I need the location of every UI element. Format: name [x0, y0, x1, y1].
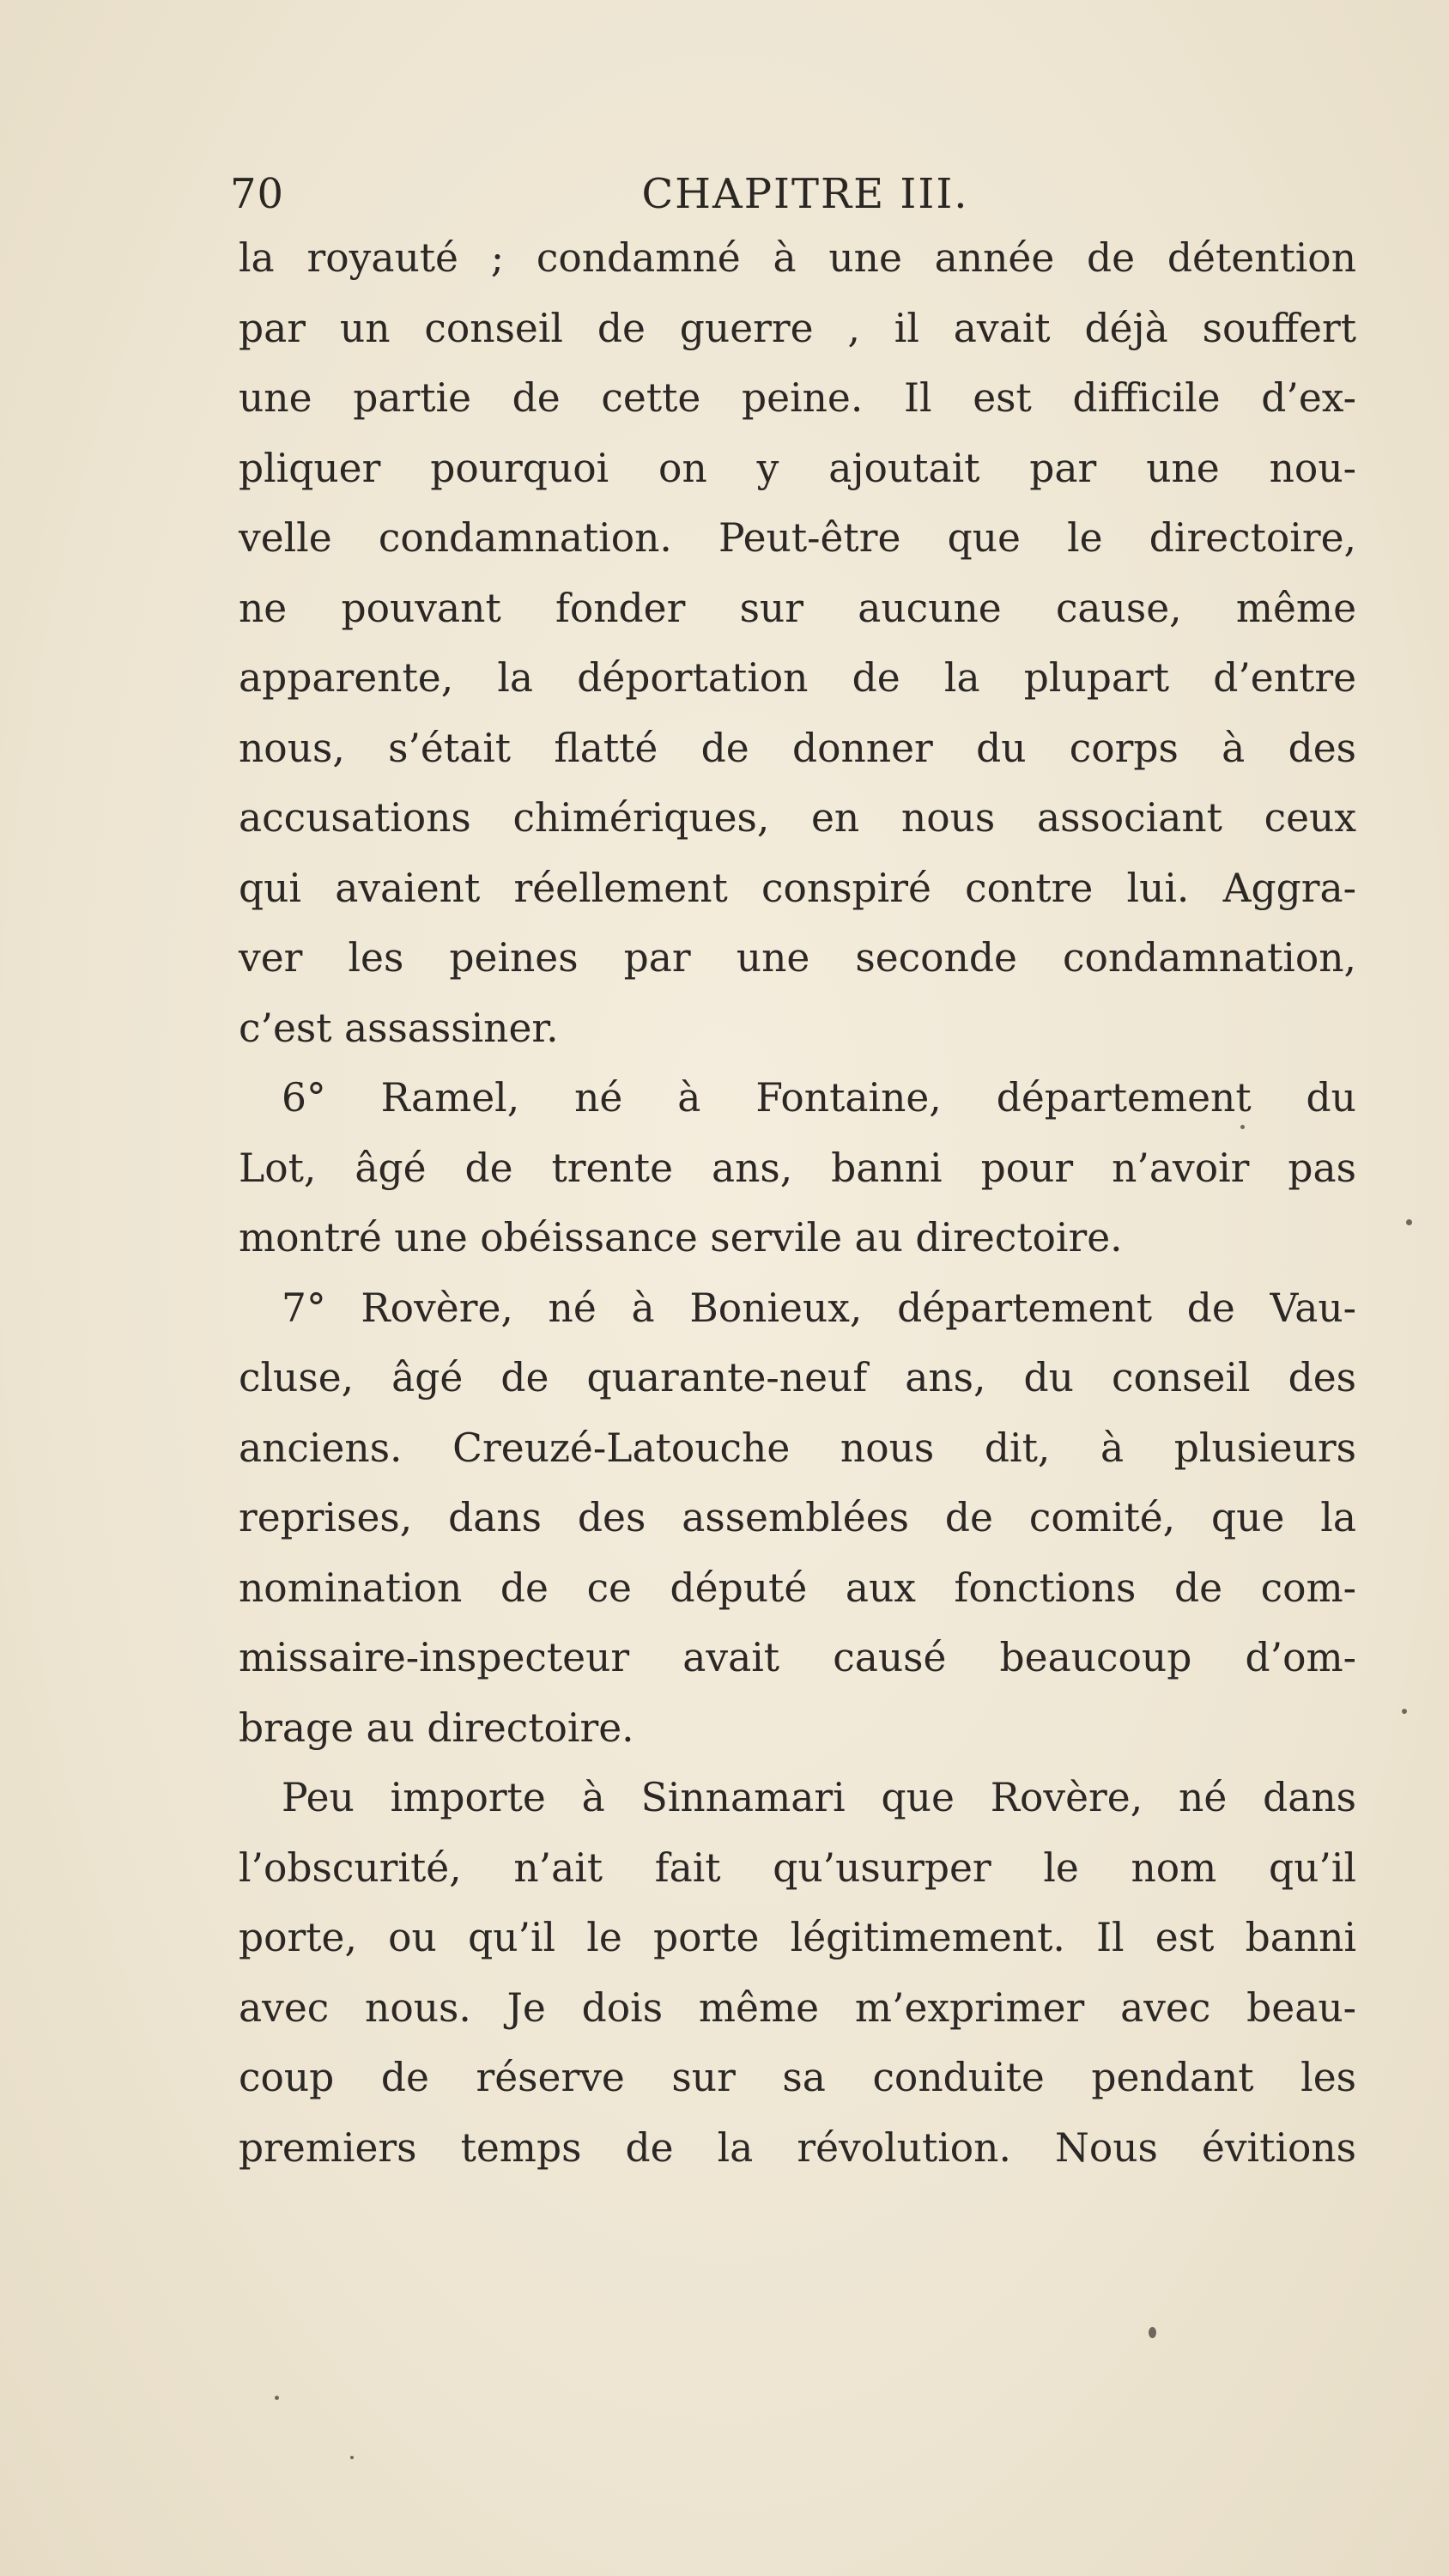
- text-line: pliquer pourquoi on y ajoutait par une nou-: [239, 445, 1356, 491]
- text-line: Lot, âgé de trente ans, banni pour n’avoir pas: [239, 1145, 1356, 1191]
- text-line: coup de réserve sur sa conduite pendant les: [239, 2055, 1356, 2100]
- paper-speck: [1240, 1125, 1245, 1129]
- text-line: porte, ou qu’il le porte légitimement. Il est banni: [239, 1915, 1356, 1960]
- paper-speck: [1149, 2327, 1156, 2338]
- page-number: 70: [230, 170, 285, 218]
- text-line: nous, s’était flatté de donner du corps à des: [239, 725, 1356, 771]
- text-line: une partie de cette peine. Il est difficile d’ex-: [239, 375, 1356, 421]
- text-line: qui avaient réellement conspiré contre lui. Aggra-: [239, 865, 1356, 911]
- paper-speck: [350, 2456, 354, 2459]
- paper-speck: [1402, 1709, 1407, 1714]
- text-line: ver les peines par une seconde condamnation,: [239, 935, 1356, 981]
- text-line: cluse, âgé de quarante-neuf ans, du conseil des: [239, 1355, 1356, 1400]
- text-line: la royauté ; condamné à une année de détention: [239, 235, 1356, 281]
- text-line: anciens. Creuzé-Latouche nous dit, à plusieurs: [239, 1425, 1356, 1471]
- text-line: velle condamnation. Peut-être que le directoire,: [239, 515, 1356, 561]
- paper-speck: [1406, 1219, 1412, 1225]
- text-line: reprises, dans des assemblées de comité, que la: [239, 1495, 1356, 1540]
- text-line: montré une obéissance servile au directoire.: [239, 1215, 1123, 1261]
- text-line: 7° Rovère, né à Bonieux, département de Vau-: [282, 1285, 1356, 1331]
- text-line: par un conseil de guerre , il avait déjà souffert: [239, 305, 1356, 351]
- text-line: brage au directoire.: [239, 1704, 634, 1751]
- text-line: nomination de ce député aux fonctions de com-: [239, 1564, 1356, 1611]
- text-line: avec nous. Je dois même m’exprimer avec beau-: [239, 1984, 1356, 2031]
- text-line: Peu importe à Sinnamari que Rovère, né dans: [282, 1775, 1356, 1820]
- text-line: l’obscurité, n’ait fait qu’usurper le nom qu’il: [239, 1844, 1356, 1891]
- text-line: 6° Ramel, né à Fontaine, département du: [282, 1075, 1356, 1121]
- text-line: c’est assassiner.: [239, 1005, 559, 1051]
- text-line: missaire-inspecteur avait causé beaucoup d’om-: [239, 1635, 1356, 1680]
- running-head: CHAPITRE III.: [641, 170, 969, 218]
- text-line: accusations chimériques, en nous associant ceux: [239, 795, 1356, 841]
- text-line: apparente, la déportation de la plupart d’entre: [239, 655, 1356, 701]
- page-header: [230, 163, 1380, 223]
- text-line: ne pouvant fonder sur aucune cause, même: [239, 585, 1356, 631]
- body-text: [239, 223, 1356, 2183]
- text-line: premiers temps de la révolution. Nous évitions: [239, 2124, 1356, 2171]
- paper-speck: [275, 2396, 279, 2400]
